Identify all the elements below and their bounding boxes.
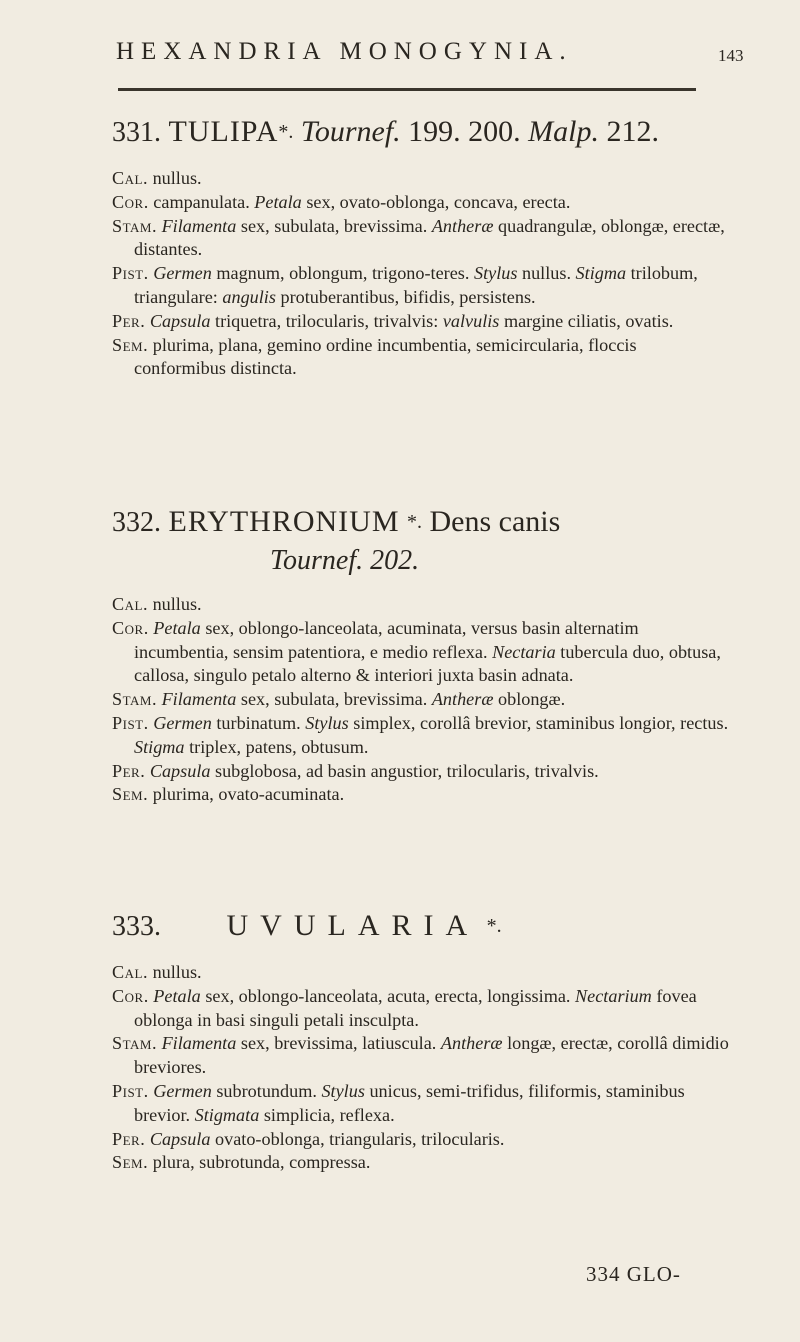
description-text: ovato-oblonga, triangularis, trilocularis. (210, 1128, 505, 1149)
part-label: Sem. (112, 1152, 149, 1173)
part-label: Cal. (112, 168, 149, 188)
entry-number: 333. (112, 911, 161, 942)
description-text: sex, ovato-oblonga, concava, erecta. (301, 191, 571, 212)
term-italic: angulis (222, 286, 276, 307)
entry-number: 331. (112, 117, 161, 148)
genus-name: UVULARIA (226, 909, 480, 942)
term-italic: valvulis (442, 310, 500, 331)
character-sem (112, 1151, 732, 1175)
character-sem (112, 783, 732, 807)
description-text: fovea oblonga in basi singuli petali insculpta. (134, 985, 697, 1030)
header-rule (118, 88, 696, 91)
entry-tulipa (112, 112, 732, 381)
description-text: plura, subrotunda, compressa. (148, 1152, 371, 1173)
term-italic: Stigmata (194, 1104, 260, 1125)
term-italic: Capsula (149, 310, 211, 331)
character-stam (112, 215, 732, 263)
part-label: Per. (112, 1128, 146, 1149)
description-text: sex, brevissima, latiuscula. (236, 1033, 441, 1054)
description-text: triplex, patens, obtusum. (184, 736, 369, 757)
character-pist (112, 262, 732, 310)
description-text: sex, subulata, brevissima. (236, 215, 432, 236)
description-text: nullus. (517, 263, 576, 284)
character-stam (112, 688, 732, 712)
description-text: magnum, oblongum, trigono-teres. (211, 263, 474, 284)
description-text: quadrangulæ, oblongæ, erectæ, distantes. (134, 215, 725, 260)
term-italic: Germen (153, 263, 212, 284)
description-text: sex, oblongo-lanceolata, acuta, erecta, longissima. (200, 985, 576, 1006)
genus-name: TULIPA (168, 115, 279, 148)
description-text: nullus. (148, 168, 202, 188)
term-italic: Petala (153, 617, 201, 638)
description-text: triquetra, trilocularis, trivalvis: (210, 310, 443, 331)
term-italic: Stigma (134, 736, 185, 757)
character-cal (112, 167, 732, 191)
description-text: subrotundum. (211, 1080, 322, 1101)
character-per (112, 760, 732, 784)
part-label: Cal. (112, 962, 149, 982)
entry-heading (112, 112, 732, 153)
description-text: trilobum, triangulare: (134, 263, 698, 307)
term-italic: Antheræ (440, 1033, 503, 1054)
term-italic: Petala (153, 985, 201, 1006)
part-label: Stam. (112, 215, 158, 236)
term-italic: Capsula (149, 1128, 211, 1149)
term-italic: Stigma (575, 263, 627, 284)
description-text: tubercula duo, obtusa, callosa, singulo petalo alterno & interiori juxta basin adnata. (134, 641, 721, 686)
running-title: HEXANDRIA MONOGYNIA. (116, 38, 573, 65)
reference-pages: 212. (606, 115, 659, 148)
term-italic: Antheræ (431, 215, 494, 236)
description-text: nullus. (148, 962, 202, 982)
character-cor (112, 985, 732, 1033)
term-italic: Antheræ (431, 689, 494, 710)
term-italic: Petala (254, 191, 302, 212)
character-pist (112, 712, 732, 760)
term-italic: Nectarium (575, 985, 652, 1006)
term-italic: Stylus (473, 263, 518, 284)
character-description (112, 167, 732, 381)
part-label: Cor. (112, 617, 149, 638)
entry-reference: Tournef. 202. (270, 545, 420, 576)
part-label: Sem. (112, 334, 149, 355)
term-italic: Germen (153, 1080, 212, 1101)
page-number: 143 (718, 46, 744, 65)
description-text: protuberantibus, bifidis, persistens. (275, 286, 536, 307)
description-text: unicus, semi-trifidus, filiformis, staminibus brevior. (134, 1080, 685, 1125)
term-italic: Filamenta (161, 689, 237, 710)
term-italic: Nectaria (492, 641, 556, 662)
reference-pages: 199. 200. (408, 115, 521, 148)
part-label: Per. (112, 760, 146, 781)
term-italic: Filamenta (161, 1033, 237, 1054)
asterisk-mark: *. (486, 915, 502, 937)
part-label: Cor. (112, 985, 149, 1006)
part-label: Sem. (112, 784, 149, 805)
entry-heading (112, 502, 732, 543)
entry-number: 332. (112, 507, 161, 538)
term-italic: Stylus (305, 712, 349, 733)
entry-uvularia (112, 906, 732, 1175)
term-italic: Filamenta (161, 215, 237, 236)
part-label: Per. (112, 310, 146, 331)
term-italic: Germen (153, 712, 212, 733)
character-cor (112, 617, 732, 688)
part-label: Stam. (112, 689, 158, 710)
character-description (112, 593, 732, 807)
part-label: Cal. (112, 594, 149, 614)
description-text: campanulata. (148, 191, 255, 212)
description-text: plurima, ovato-acuminata. (148, 784, 345, 805)
part-label: Cor. (112, 191, 149, 212)
description-text: nullus. (148, 594, 202, 614)
entry-heading (112, 906, 732, 947)
character-per (112, 310, 732, 334)
part-label: Pist. (112, 712, 149, 733)
reference-author: Malp. (528, 115, 599, 148)
term-italic: Stylus (321, 1080, 365, 1101)
character-stam (112, 1032, 732, 1080)
description-text: sex, subulata, brevissima. (236, 689, 432, 710)
asterisk-mark: *. (278, 121, 294, 143)
character-description (112, 961, 732, 1175)
asterisk-mark: *. (407, 511, 423, 533)
description-text: margine ciliatis, ovatis. (499, 310, 674, 331)
character-cor (112, 191, 732, 215)
genus-name: ERYTHRONIUM (168, 505, 400, 538)
part-label: Pist. (112, 263, 149, 284)
character-pist (112, 1080, 732, 1128)
reference-author: Tournef. (300, 115, 401, 148)
description-text: subglobosa, ad basin angustior, trilocularis, trivalvis. (210, 760, 599, 781)
description-text: turbinatum. (211, 712, 306, 733)
description-text: simplex, corollâ brevior, staminibus longior, rectus. (348, 712, 729, 733)
entry-erythronium (112, 502, 732, 807)
character-cal (112, 961, 732, 985)
description-text: simplicia, reflexa. (259, 1104, 395, 1125)
part-label: Pist. (112, 1080, 149, 1101)
term-italic: Capsula (149, 760, 211, 781)
character-sem (112, 334, 732, 382)
running-head (0, 38, 800, 78)
description-text: sex, oblongo-lanceolata, acuminata, versus basin alternatim incumbentia, sensim patentiora, e medio reflexa. (134, 617, 639, 662)
character-per (112, 1128, 732, 1152)
catchword: 334 GLO- (586, 1262, 681, 1286)
common-name: Dens canis (429, 505, 561, 538)
description-text: plurima, plana, gemino ordine incumbentia, semicircularia, floccis conformibus distincta. (134, 334, 637, 379)
part-label: Stam. (112, 1033, 158, 1054)
description-text: oblongæ. (493, 689, 566, 710)
character-cal (112, 593, 732, 617)
description-text: longæ, erectæ, corollâ dimidio breviores. (134, 1033, 729, 1078)
